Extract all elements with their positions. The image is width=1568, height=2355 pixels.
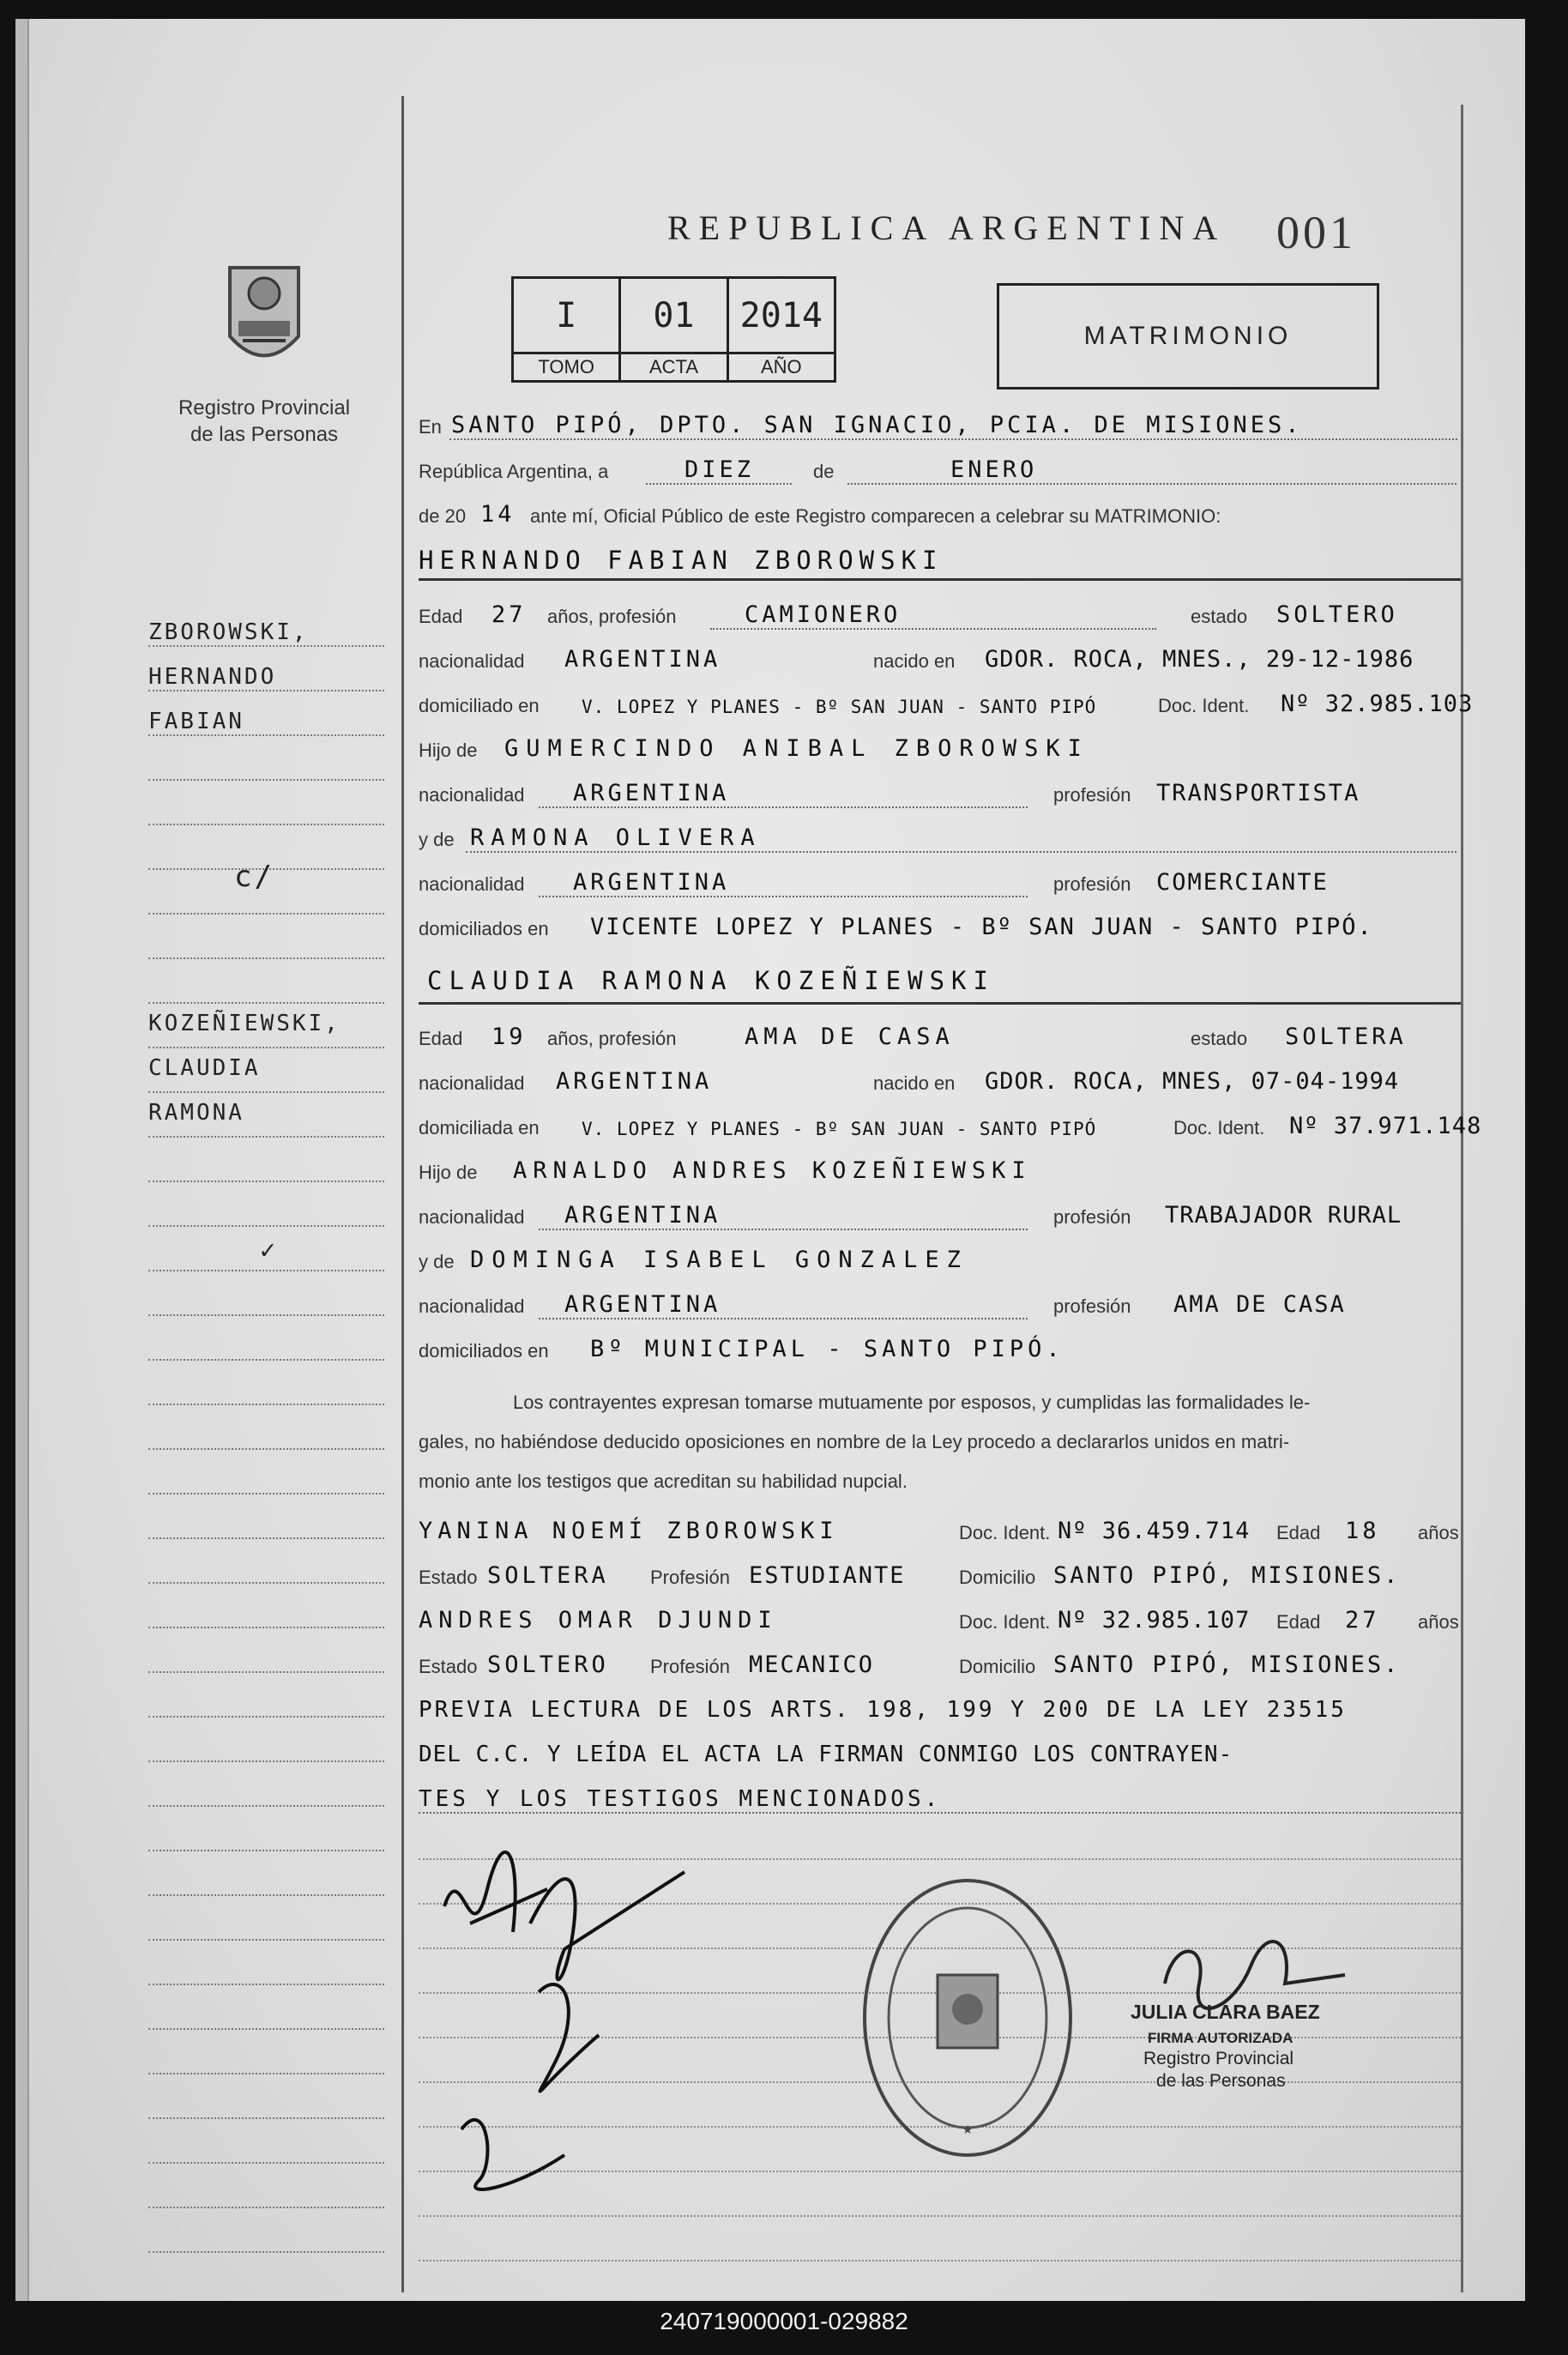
bride-birth: GDOR. ROCA, MNES, 07-04-1994 (985, 1068, 1400, 1095)
record-type-box: MATRIMONIO (997, 283, 1379, 389)
republic-label: República Argentina, a (419, 461, 609, 482)
formula-line2: gales, no habiéndose deducido oposiciones en nombre de la Ley procedo a declararlos unidos en matri- (419, 1431, 1290, 1452)
witness2-doc-label: Doc. Ident. (959, 1611, 1051, 1633)
margin-bride-name2: RAMONA (148, 1100, 244, 1126)
closing-line3: TES Y LOS TESTIGOS MENCIONADOS. (419, 1786, 942, 1812)
bride-ydesc-label: y de (419, 1251, 455, 1272)
bride-mother-prof-label: profesión (1053, 1295, 1131, 1317)
registry-line2: de las Personas (190, 423, 339, 446)
witness1-edad-label: Edad (1276, 1522, 1321, 1543)
groom-profession: CAMIONERO (745, 601, 902, 628)
bride-edad-label: Edad (419, 1028, 463, 1049)
groom-mother-prof-label: profesión (1053, 873, 1131, 895)
witness2-profession: MECANICO (749, 1652, 875, 1678)
groom-hijo-label: Hijo de (419, 740, 478, 761)
anio-value: 2014 (739, 295, 823, 335)
margin-rule (401, 96, 404, 2292)
bride-marital-status: SOLTERA (1285, 1024, 1407, 1050)
groom-father-nationality: ARGENTINA (573, 780, 730, 806)
bride-nac-label: nacionalidad (419, 1072, 525, 1094)
bride-hijo-label: Hijo de (419, 1162, 478, 1183)
witness2-address: SANTO PIPÓ, MISIONES. (1053, 1652, 1401, 1678)
official-org1: Registro Provincial (1143, 2049, 1294, 2068)
groom-estado-label: estado (1191, 606, 1248, 627)
year-prefix: de 20 (419, 505, 467, 527)
bride-father-nationality: ARGENTINA (564, 1202, 721, 1229)
witness1-prof-label: Profesión (650, 1567, 730, 1588)
tomo-label: TOMO (514, 352, 618, 380)
margin-bride-surname: KOZEÑIEWSKI, (148, 1011, 341, 1036)
margin-groom-name1: HERNANDO (148, 664, 277, 690)
bride-dom-label: domiciliada en (419, 1117, 540, 1138)
witness1-doc-label: Doc. Ident. (959, 1522, 1051, 1543)
intro-rest: ante mí, Oficial Público de este Registro comparecen a celebrar su MATRIMONIO: (530, 505, 1221, 527)
bride-mother-nationality: ARGENTINA (564, 1291, 721, 1318)
registry-line1: Registro Provincial (178, 396, 351, 420)
party-signatures-icon (436, 1838, 693, 2198)
witness1-marital-status: SOLTERA (487, 1562, 609, 1589)
folio-number: 001 (1276, 207, 1356, 258)
witness2-marital-status: SOLTERO (487, 1652, 609, 1678)
margin-check-mark: ✓ (260, 1235, 279, 1265)
witness2-prof-label: Profesión (650, 1656, 730, 1677)
bride-parents-address: Bº MUNICIPAL - SANTO PIPÓ. (590, 1336, 1064, 1362)
groom-doc-label: Doc. Ident. (1158, 695, 1250, 716)
groom-dom-label: domiciliado en (419, 695, 540, 716)
groom-father-profession: TRANSPORTISTA (1156, 780, 1360, 806)
groom-father: GUMERCINDO ANIBAL ZBOROWSKI (504, 735, 1089, 762)
official-org2: de las Personas (1156, 2071, 1286, 2091)
formula-line3: monio ante los testigos que acreditan su habilidad nupcial. (419, 1470, 908, 1492)
de-label: de (813, 461, 835, 482)
svg-text:★: ★ (962, 2123, 974, 2136)
country-heading: REPUBLICA ARGENTINA (667, 208, 1227, 247)
witness1-profession: ESTUDIANTE (749, 1562, 906, 1589)
witness1-age: 18 (1345, 1518, 1380, 1544)
witness1-estado-label: Estado (419, 1567, 478, 1588)
witness2-doc: Nº 32.985.107 (1058, 1607, 1251, 1633)
groom-mother-profession: COMERCIANTE (1156, 869, 1329, 896)
groom-age: 27 (492, 601, 527, 628)
registry-seal-icon (856, 1872, 1079, 2164)
groom-father-nac-label: nacionalidad (419, 784, 525, 806)
province-shield-icon (213, 259, 316, 379)
bride-father-prof-label: profesión (1053, 1206, 1131, 1228)
groom-nacido-label: nacido en (873, 650, 956, 672)
closing-line2: DEL C.C. Y LEÍDA EL ACTA LA FIRMAN CONMIGO LOS CONTRAYEN- (419, 1742, 1233, 1767)
bride-father: ARNALDO ANDRES KOZEÑIEWSKI (513, 1157, 1032, 1184)
margin-con: c/ (234, 860, 274, 894)
groom-birth: GDOR. ROCA, MNES., 29-12-1986 (985, 646, 1414, 673)
witness1-address: SANTO PIPÓ, MISIONES. (1053, 1562, 1401, 1589)
groom-anios-label: años, profesión (547, 606, 677, 627)
witness1-name: YANINA NOEMÍ ZBOROWSKI (419, 1518, 839, 1544)
registry-name (161, 395, 367, 448)
official-signature-block (1131, 1958, 1414, 2095)
bride-parents-dom-label: domiciliados en (419, 1340, 549, 1362)
right-rule (1461, 105, 1463, 2292)
groom-doc: Nº 32.985.103 (1281, 691, 1474, 717)
witness2-name: ANDRES OMAR DJUNDI (419, 1607, 778, 1633)
legal-formula (419, 1383, 1456, 1501)
bride-profession: AMA DE CASA (745, 1024, 955, 1050)
closing-line1: PREVIA LECTURA DE LOS ARTS. 198, 199 Y 200 DE LA LEY 23515 (419, 1697, 1347, 1723)
margin-groom-name2: FABIAN (148, 709, 244, 734)
witness2-age: 27 (1345, 1607, 1380, 1633)
bride-address: V. LOPEZ Y PLANES - Bº SAN JUAN - SANTO PIPÓ (582, 1119, 1097, 1139)
groom-mother-nationality: ARGENTINA (573, 869, 730, 896)
witness2-dom-label: Domicilio (959, 1656, 1036, 1677)
ceremony-day: DIEZ (684, 456, 755, 483)
bride-mother-profession: AMA DE CASA (1173, 1291, 1346, 1318)
groom-address: V. LOPEZ Y PLANES - Bº SAN JUAN - SANTO PIPÓ (582, 697, 1097, 717)
official-role: FIRMA AUTORIZADA (1148, 2030, 1294, 2046)
groom-ydesc-label: y de (419, 829, 455, 850)
groom-father-prof-label: profesión (1053, 784, 1131, 806)
document-id: 240719000001-029882 (660, 2308, 908, 2334)
witness2-anios-label: años (1418, 1611, 1459, 1633)
witness2-estado-label: Estado (419, 1656, 478, 1677)
bride-age: 19 (492, 1024, 527, 1050)
ceremony-month: ENERO (950, 456, 1038, 483)
groom-marital-status: SOLTERO (1276, 601, 1398, 628)
groom-parents-address: VICENTE LOPEZ Y PLANES - Bº SAN JUAN - SANTO PIPÓ. (590, 914, 1373, 940)
bride-anios-label: años, profesión (547, 1028, 677, 1049)
ceremony-year: 14 (480, 501, 516, 528)
bride-estado-label: estado (1191, 1028, 1248, 1049)
witness1-doc: Nº 36.459.714 (1058, 1518, 1251, 1544)
acta-value: 01 (653, 295, 695, 335)
binder-edge (15, 19, 29, 2301)
bride-doc-label: Doc. Ident. (1173, 1117, 1265, 1138)
groom-nationality: ARGENTINA (564, 646, 721, 673)
ceremony-place: SANTO PIPÓ, DPTO. SAN IGNACIO, PCIA. DE MISIONES. (451, 412, 1303, 438)
groom-edad-label: Edad (419, 606, 463, 627)
tomo-value: I (556, 295, 577, 335)
anio-label: AÑO (729, 352, 834, 380)
groom-mother: RAMONA OLIVERA (470, 824, 762, 851)
record-reference-table (511, 276, 836, 383)
bride-nationality: ARGENTINA (556, 1068, 713, 1095)
bride-mother: DOMINGA ISABEL GONZALEZ (470, 1247, 968, 1273)
witness1-anios-label: años (1418, 1522, 1459, 1543)
bride-nacido-label: nacido en (873, 1072, 956, 1094)
formula-line1: Los contrayentes expresan tomarse mutuamente por esposos, y cumplidas las formalidades le- (513, 1392, 1311, 1413)
acta-label: ACTA (621, 352, 726, 380)
register-page (15, 19, 1525, 2301)
groom-mother-nac-label: nacionalidad (419, 873, 525, 895)
groom-parents-dom-label: domiciliados en (419, 918, 549, 939)
witness1-dom-label: Domicilio (959, 1567, 1036, 1588)
bride-father-profession: TRABAJADOR RURAL (1165, 1202, 1402, 1229)
en-label: En (419, 416, 442, 438)
bride-mother-nac-label: nacionalidad (419, 1295, 525, 1317)
groom-nac-label: nacionalidad (419, 650, 525, 672)
bride-father-nac-label: nacionalidad (419, 1206, 525, 1228)
witness2-edad-label: Edad (1276, 1611, 1321, 1633)
groom-full-name: HERNANDO FABIAN ZBOROWSKI (419, 546, 944, 575)
bride-doc: Nº 37.971.148 (1289, 1113, 1482, 1139)
official-name: JULIA CLARA BAEZ (1131, 2001, 1320, 2023)
margin-groom-surname: ZBOROWSKI, (148, 619, 309, 645)
margin-bride-name1: CLAUDIA (148, 1055, 261, 1081)
bride-full-name: CLAUDIA RAMONA KOZEÑIEWSKI (427, 966, 995, 995)
